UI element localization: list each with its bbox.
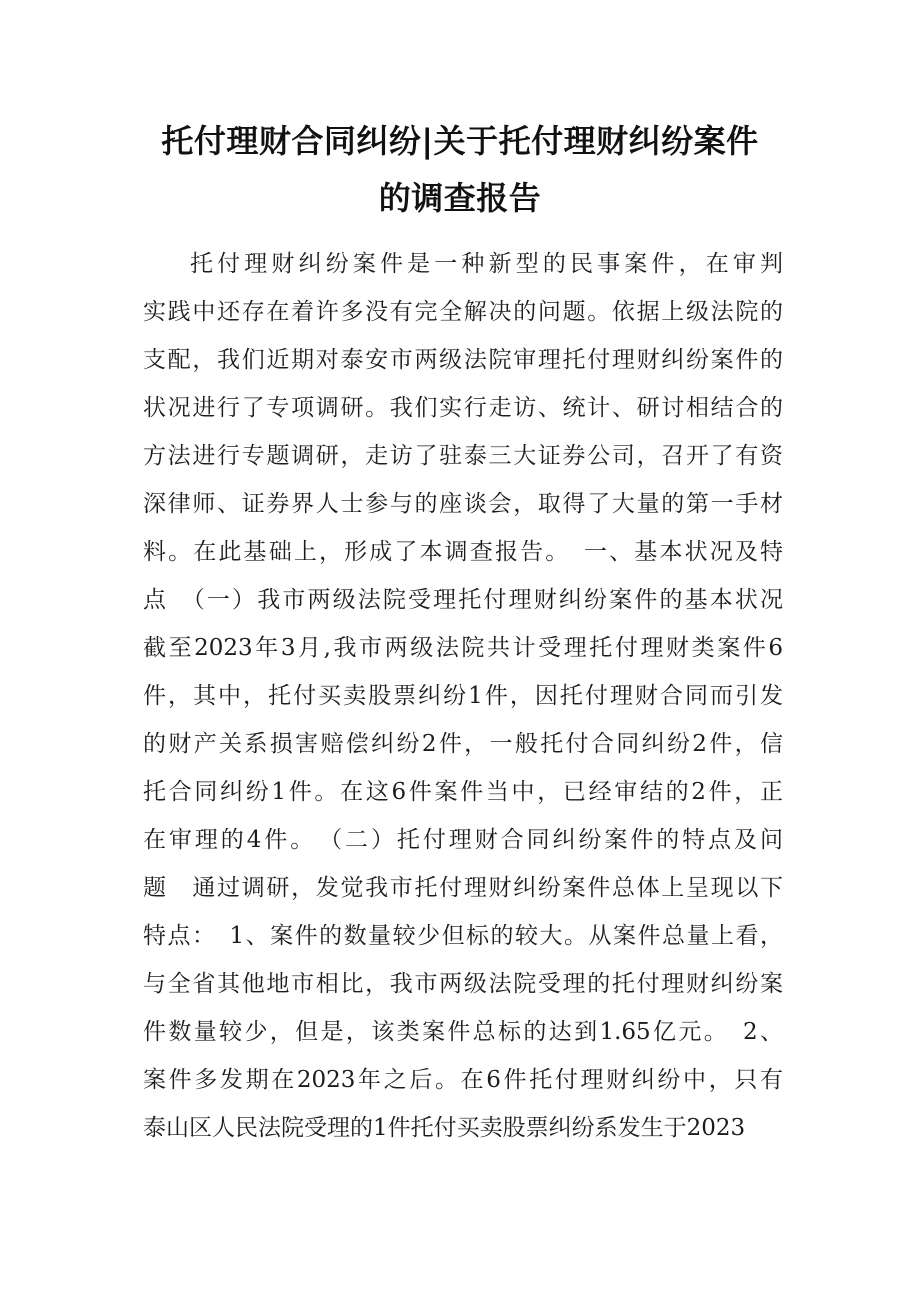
body-line: 托付理财纠纷案件是一种新型的民事案件，在审判	[190, 251, 783, 277]
body-line: 件，其中，托付买卖股票纠纷1件，因托付理财合同而引发	[143, 683, 783, 709]
document-title-line-2: 的调查报告	[378, 179, 542, 217]
body-line: 深律师、证券界人士参与的座谈会，取得了大量的第一手材	[143, 491, 783, 517]
body-line: 件数量较少，但是，该类案件总标的达到1.65亿元。 2、	[143, 1019, 783, 1045]
body-line: 与全省其他地市相比，我市两级法院受理的托付理财纠纷案	[143, 971, 783, 997]
body-line: 特点： 1、案件的数量较少但标的较大。从案件总量上看，	[143, 923, 783, 949]
body-line: 支配，我们近期对泰安市两级法院审理托付理财纠纷案件的	[143, 347, 783, 373]
body-line: 方法进行专题调研，走访了驻泰三大证券公司，召开了有资	[143, 443, 783, 469]
body-line: 点 （一）我市两级法院受理托付理财纠纷案件的基本状况	[143, 587, 783, 613]
body-line: 实践中还存在着许多没有完全解决的问题。依据上级法院的	[143, 299, 783, 325]
body-line: 题 通过调研，发觉我市托付理财纠纷案件总体上呈现以下	[143, 875, 783, 901]
body-line: 状况进行了专项调研。我们实行走访、统计、研讨相结合的	[143, 395, 783, 421]
body-line: 托合同纠纷1件。在这6件案件当中，已经审结的2件，正	[143, 779, 783, 805]
body-line: 截至2023年3月,我市两级法院共计受理托付理财类案件6	[143, 635, 783, 661]
body-line: 料。在此基础上，形成了本调查报告。 一、基本状况及特	[143, 539, 783, 565]
body-line: 在审理的4件。 （二）托付理财合同纠纷案件的特点及问	[143, 827, 783, 853]
body-line: 案件多发期在2023年之后。在6件托付理财纠纷中，只有	[143, 1067, 783, 1093]
document-title-line-1: 托付理财合同纠纷|关于托付理财纠纷案件	[161, 122, 759, 160]
body-line: 的财产关系损害赔偿纠纷2件，一般托付合同纠纷2件，信	[143, 731, 783, 757]
body-line: 泰山区人民法院受理的1件托付买卖股票纠纷系发生于2023	[143, 1115, 746, 1141]
